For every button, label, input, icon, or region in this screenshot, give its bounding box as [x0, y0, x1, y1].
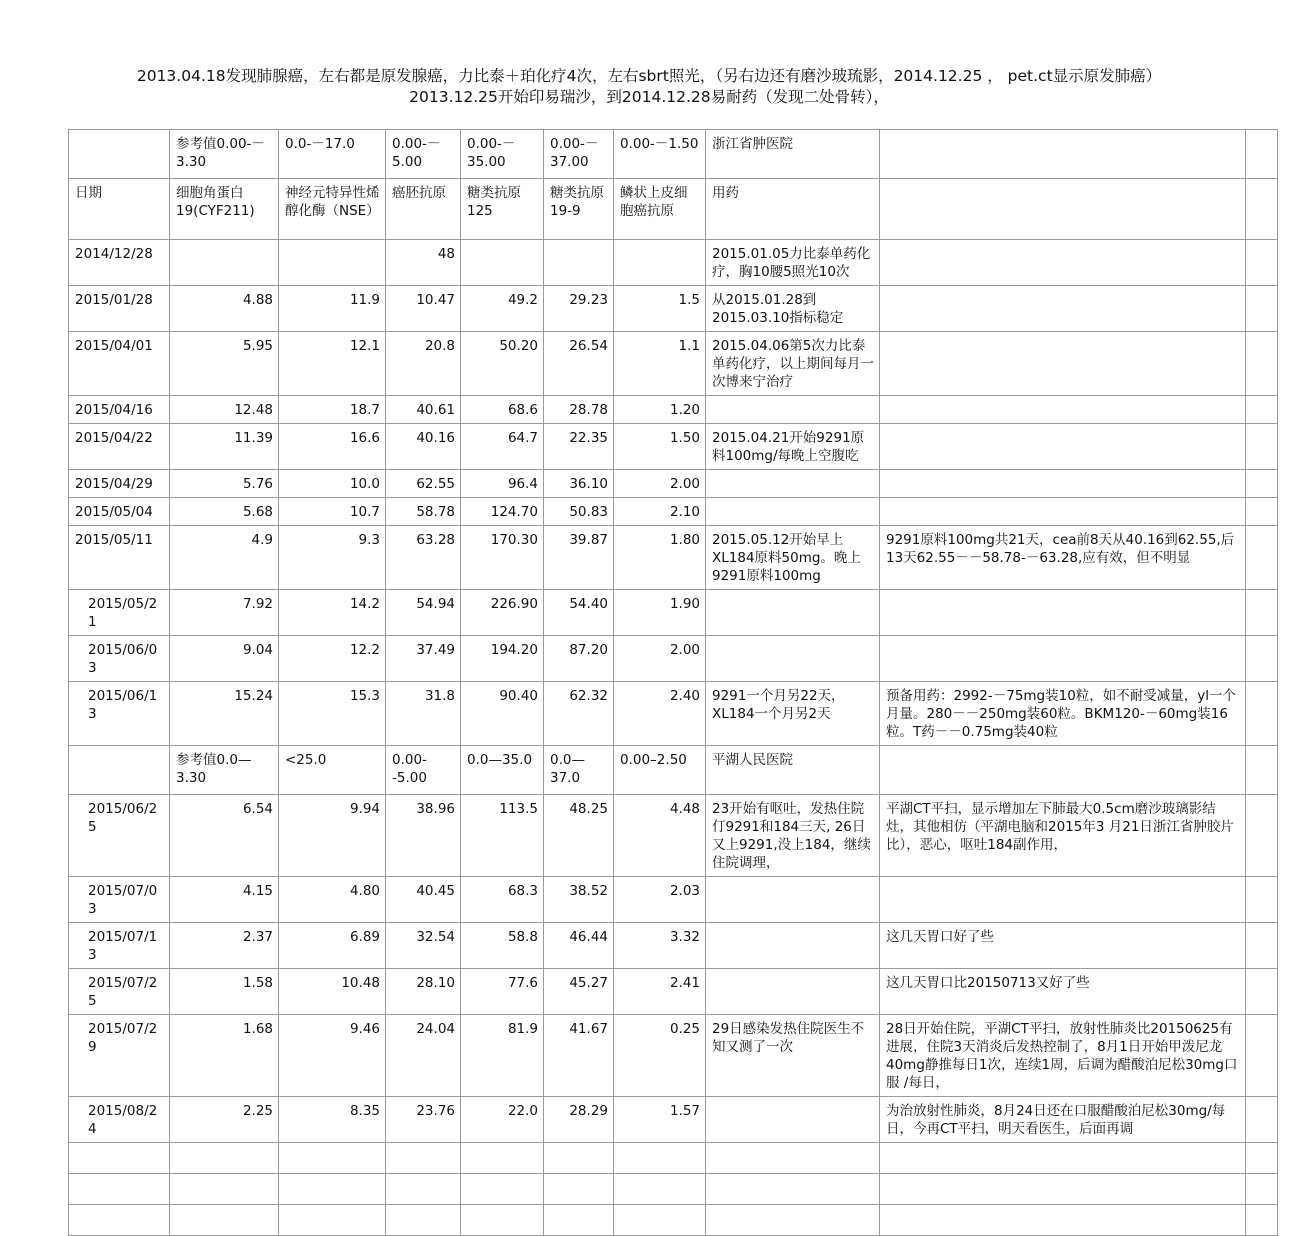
empty-cell — [170, 1143, 279, 1174]
cell-date — [69, 746, 170, 795]
cell-nse: 神经元特异性烯醇化酶（NSE） — [279, 179, 386, 240]
cell-nse: 16.6 — [279, 424, 386, 470]
empty-cell — [69, 1205, 170, 1236]
cell-scc: 1.80 — [614, 526, 706, 590]
cell-cea: 10.47 — [386, 286, 461, 332]
data-row — [69, 498, 1278, 526]
cell-date: 2015/05/11 — [69, 526, 170, 590]
cell-notes — [880, 286, 1246, 332]
cell-notes — [880, 590, 1246, 636]
empty-cell — [1246, 1143, 1278, 1174]
cell-ca125: 226.90 — [461, 590, 544, 636]
cell-medication: 2015.04.21开始9291原料100mg/每晚上空腹吃 — [706, 424, 880, 470]
cell-cea: 37.49 — [386, 636, 461, 682]
cell-date: 2015/06/03 — [69, 636, 170, 682]
cell-notes — [880, 396, 1246, 424]
cell-scc: 2.41 — [614, 969, 706, 1015]
cell-scc: 1.1 — [614, 332, 706, 396]
empty-cell — [170, 1174, 279, 1205]
cell-nse: 18.7 — [279, 396, 386, 424]
cell-extra — [1246, 286, 1278, 332]
cell-notes — [880, 470, 1246, 498]
cell-scc: 1.5 — [614, 286, 706, 332]
empty-cell — [614, 1174, 706, 1205]
cell-nse: 12.1 — [279, 332, 386, 396]
cell-ca199: 50.83 — [544, 498, 614, 526]
cell-cyfra211: 参考值0.0—3.30 — [170, 746, 279, 795]
cell-cyfra211: 12.48 — [170, 396, 279, 424]
cell-date: 2014/12/28 — [69, 240, 170, 286]
cell-cea: 癌胚抗原 — [386, 179, 461, 240]
cell-nse: 10.7 — [279, 498, 386, 526]
cell-extra — [1246, 636, 1278, 682]
cell-notes — [880, 332, 1246, 396]
cell-medication — [706, 636, 880, 682]
cell-ca125: 49.2 — [461, 286, 544, 332]
cell-cea: 23.76 — [386, 1097, 461, 1143]
cell-notes: 平湖CT平扫，显示增加左下肺最大0.5cm磨沙玻璃影结灶，其他相仿（平湖电脑和2015年3 月21日浙江省肿胶片比），恶心，呕吐184副作用， — [880, 795, 1246, 877]
cell-scc: 2.00 — [614, 636, 706, 682]
cell-scc: 1.50 — [614, 424, 706, 470]
cell-medication — [706, 396, 880, 424]
cell-cea: 58.78 — [386, 498, 461, 526]
cell-medication: 2015.01.05力比泰单药化疗，胸10腰5照光10次 — [706, 240, 880, 286]
cell-scc: 4.48 — [614, 795, 706, 877]
reference-row — [69, 130, 1278, 179]
cell-cyfra211: 6.54 — [170, 795, 279, 877]
empty-cell — [279, 1174, 386, 1205]
empty-cell — [880, 1174, 1246, 1205]
cell-ca125: 124.70 — [461, 498, 544, 526]
cell-cea: 20.8 — [386, 332, 461, 396]
cell-date: 2015/04/29 — [69, 470, 170, 498]
cell-scc — [614, 240, 706, 286]
empty-row — [69, 1174, 1278, 1205]
cell-ca199: 46.44 — [544, 923, 614, 969]
cell-nse: 10.0 — [279, 470, 386, 498]
cell-ca125: 64.7 — [461, 424, 544, 470]
cell-date: 2015/01/28 — [69, 286, 170, 332]
cell-ca199: 0.0—37.0 — [544, 746, 614, 795]
cell-cea: 63.28 — [386, 526, 461, 590]
cell-scc: 3.32 — [614, 923, 706, 969]
cell-ca125: 0.00-－35.00 — [461, 130, 544, 179]
cell-date: 2015/06/13 — [69, 682, 170, 746]
cell-notes: 这几天胃口好了些 — [880, 923, 1246, 969]
empty-cell — [461, 1205, 544, 1236]
cell-cea: 62.55 — [386, 470, 461, 498]
cell-scc: 2.00 — [614, 470, 706, 498]
data-row — [69, 424, 1278, 470]
cell-scc: 鳞状上皮细胞癌抗原 — [614, 179, 706, 240]
cell-notes: 预备用药：2992-－75mg装10粒，如不耐受减量，yl一个月量。280－－250mg装60粒。BKM120-－60mg装16粒。T药－－0.75mg装40粒 — [880, 682, 1246, 746]
data-row — [69, 1015, 1278, 1097]
empty-cell — [544, 1205, 614, 1236]
cell-medication: 浙江省肿医院 — [706, 130, 880, 179]
data-row — [69, 590, 1278, 636]
empty-row — [69, 1205, 1278, 1236]
cell-ca199: 36.10 — [544, 470, 614, 498]
cell-cea: 40.61 — [386, 396, 461, 424]
cell-nse: <25.0 — [279, 746, 386, 795]
cell-cea: 0.00--5.00 — [386, 746, 461, 795]
cell-medication: 23开始有呕吐，发热住院仃9291和184三天, 26日又上9291,没上184，继续住院调理， — [706, 795, 880, 877]
empty-cell — [69, 1174, 170, 1205]
cell-cea: 24.04 — [386, 1015, 461, 1097]
cell-medication: 平湖人民医院 — [706, 746, 880, 795]
cell-medication: 29日感染发热住院医生不知又测了一次 — [706, 1015, 880, 1097]
cell-ca199: 48.25 — [544, 795, 614, 877]
cell-medication — [706, 498, 880, 526]
cell-ca125: 68.3 — [461, 877, 544, 923]
cell-date: 2015/05/04 — [69, 498, 170, 526]
empty-cell — [614, 1205, 706, 1236]
cell-date: 2015/07/25 — [69, 969, 170, 1015]
data-row — [69, 1097, 1278, 1143]
empty-cell — [1246, 1205, 1278, 1236]
cell-notes — [880, 179, 1246, 240]
page-heading — [0, 66, 1298, 108]
cell-cea: 48 — [386, 240, 461, 286]
cell-extra — [1246, 332, 1278, 396]
cell-nse: 0.0-－17.0 — [279, 130, 386, 179]
cell-notes: 9291原料100mg共21天，cea前8天从40.16到62.55,后13天62.55－－58.78-－63.28,应有效，但不明显 — [880, 526, 1246, 590]
empty-cell — [1246, 1174, 1278, 1205]
cell-scc: 1.57 — [614, 1097, 706, 1143]
empty-cell — [386, 1205, 461, 1236]
empty-cell — [279, 1143, 386, 1174]
cell-ca125: 68.6 — [461, 396, 544, 424]
cell-nse: 9.94 — [279, 795, 386, 877]
empty-cell — [544, 1143, 614, 1174]
empty-cell — [880, 1143, 1246, 1174]
cell-cyfra211: 5.76 — [170, 470, 279, 498]
cell-nse: 4.80 — [279, 877, 386, 923]
cell-scc: 0.00-－1.50 — [614, 130, 706, 179]
cell-ca199: 54.40 — [544, 590, 614, 636]
cell-ca199: 87.20 — [544, 636, 614, 682]
cell-cyfra211: 4.9 — [170, 526, 279, 590]
cell-ca199: 29.23 — [544, 286, 614, 332]
cell-cyfra211: 1.68 — [170, 1015, 279, 1097]
cell-extra — [1246, 240, 1278, 286]
cell-extra — [1246, 969, 1278, 1015]
cell-extra — [1246, 590, 1278, 636]
cell-medication — [706, 1097, 880, 1143]
empty-cell — [170, 1205, 279, 1236]
cell-cyfra211: 9.04 — [170, 636, 279, 682]
cell-scc: 2.10 — [614, 498, 706, 526]
cell-cyfra211: 细胞角蛋白19(CYF211) — [170, 179, 279, 240]
cell-date: 2015/07/03 — [69, 877, 170, 923]
cell-extra — [1246, 130, 1278, 179]
cell-ca199: 45.27 — [544, 969, 614, 1015]
cell-ca199: 22.35 — [544, 424, 614, 470]
cell-extra — [1246, 396, 1278, 424]
empty-cell — [706, 1205, 880, 1236]
cell-ca125: 58.8 — [461, 923, 544, 969]
cell-extra — [1246, 179, 1278, 240]
cell-ca125: 90.40 — [461, 682, 544, 746]
cell-scc: 2.03 — [614, 877, 706, 923]
empty-cell — [461, 1143, 544, 1174]
cell-date: 2015/04/16 — [69, 396, 170, 424]
cell-notes — [880, 130, 1246, 179]
header-row — [69, 179, 1278, 240]
empty-cell — [386, 1174, 461, 1205]
data-row — [69, 470, 1278, 498]
cell-nse: 15.3 — [279, 682, 386, 746]
cell-cea: 31.8 — [386, 682, 461, 746]
cell-cea: 40.16 — [386, 424, 461, 470]
cell-extra — [1246, 1015, 1278, 1097]
cell-ca125: 96.4 — [461, 470, 544, 498]
cell-extra — [1246, 877, 1278, 923]
cell-date: 日期 — [69, 179, 170, 240]
cell-ca125: 77.6 — [461, 969, 544, 1015]
cell-date: 2015/04/01 — [69, 332, 170, 396]
cell-ca199: 26.54 — [544, 332, 614, 396]
cell-ca199: 62.32 — [544, 682, 614, 746]
cell-ca125: 170.30 — [461, 526, 544, 590]
cell-extra — [1246, 498, 1278, 526]
cell-ca199 — [544, 240, 614, 286]
cell-nse — [279, 240, 386, 286]
cell-scc: 0.25 — [614, 1015, 706, 1097]
cell-cea: 40.45 — [386, 877, 461, 923]
cell-notes — [880, 746, 1246, 795]
cell-date: 2015/04/22 — [69, 424, 170, 470]
cell-medication — [706, 923, 880, 969]
cell-notes — [880, 424, 1246, 470]
cell-cea: 38.96 — [386, 795, 461, 877]
cell-ca125: 81.9 — [461, 1015, 544, 1097]
cell-scc: 1.90 — [614, 590, 706, 636]
data-row — [69, 332, 1278, 396]
cell-medication — [706, 877, 880, 923]
empty-cell — [880, 1205, 1246, 1236]
data-row — [69, 923, 1278, 969]
cell-nse: 11.9 — [279, 286, 386, 332]
cell-extra — [1246, 526, 1278, 590]
empty-row — [69, 1143, 1278, 1174]
cell-ca199: 糖类抗原19-9 — [544, 179, 614, 240]
cell-extra — [1246, 424, 1278, 470]
cell-ca125 — [461, 240, 544, 286]
data-row — [69, 286, 1278, 332]
cell-cyfra211: 7.92 — [170, 590, 279, 636]
data-row — [69, 795, 1278, 877]
cell-extra — [1246, 746, 1278, 795]
data-row — [69, 636, 1278, 682]
cell-medication: 2015.05.12开始早上XL184原料50mg。晚上9291原料100mg — [706, 526, 880, 590]
cell-scc: 1.20 — [614, 396, 706, 424]
cell-ca125: 22.0 — [461, 1097, 544, 1143]
cell-date: 2015/05/21 — [69, 590, 170, 636]
cell-cyfra211: 15.24 — [170, 682, 279, 746]
cell-nse: 10.48 — [279, 969, 386, 1015]
data-row — [69, 969, 1278, 1015]
data-row — [69, 526, 1278, 590]
cell-ca125: 糖类抗原125 — [461, 179, 544, 240]
cell-cyfra211: 4.88 — [170, 286, 279, 332]
data-row — [69, 240, 1278, 286]
empty-cell — [614, 1143, 706, 1174]
cell-cyfra211: 5.68 — [170, 498, 279, 526]
cell-notes: 为治放射性肺炎，8月24日还在口服醋酸泊尼松30mg/每日，今再CT平扫，明天看医生，后面再调 — [880, 1097, 1246, 1143]
cell-extra — [1246, 470, 1278, 498]
cell-extra — [1246, 682, 1278, 746]
cell-cyfra211: 5.95 — [170, 332, 279, 396]
cell-medication — [706, 969, 880, 1015]
cell-medication — [706, 470, 880, 498]
cell-ca125: 194.20 — [461, 636, 544, 682]
cell-ca199: 41.67 — [544, 1015, 614, 1097]
cell-ca199: 39.87 — [544, 526, 614, 590]
cell-medication: 2015.04.06第5次力比泰单药化疗，以上期间每月一次博来宁治疗 — [706, 332, 880, 396]
cell-nse: 8.35 — [279, 1097, 386, 1143]
cell-cea: 54.94 — [386, 590, 461, 636]
cell-notes: 28日开始住院，平湖CT平扫，放射性肺炎比20150625有进展，住院3天消炎后发热控制了，8月1日开始甲泼尼龙40mg静推每日1次，连续1周，后调为醋酸泊尼松30mg口服 /每日， — [880, 1015, 1246, 1097]
cell-medication: 9291一个月另22天，XL184一个月另2天 — [706, 682, 880, 746]
cell-date: 2015/08/24 — [69, 1097, 170, 1143]
cell-scc: 0.00–2.50 — [614, 746, 706, 795]
cell-medication — [706, 590, 880, 636]
cell-cea: 28.10 — [386, 969, 461, 1015]
cell-date: 2015/06/25 — [69, 795, 170, 877]
cell-medication: 从2015.01.28到2015.03.10指标稳定 — [706, 286, 880, 332]
cell-ca199: 28.78 — [544, 396, 614, 424]
cell-cyfra211 — [170, 240, 279, 286]
cell-notes — [880, 498, 1246, 526]
cell-ca125: 113.5 — [461, 795, 544, 877]
empty-cell — [69, 1143, 170, 1174]
cell-notes: 这几天胃口比20150713又好了些 — [880, 969, 1246, 1015]
cell-notes — [880, 636, 1246, 682]
empty-cell — [386, 1143, 461, 1174]
cell-extra — [1246, 923, 1278, 969]
cell-date: 2015/07/29 — [69, 1015, 170, 1097]
empty-cell — [544, 1174, 614, 1205]
empty-cell — [461, 1174, 544, 1205]
cell-nse: 9.46 — [279, 1015, 386, 1097]
cell-cyfra211: 参考值0.00-－3.30 — [170, 130, 279, 179]
cell-scc: 2.40 — [614, 682, 706, 746]
cell-extra — [1246, 1097, 1278, 1143]
cell-cea: 32.54 — [386, 923, 461, 969]
cell-nse: 12.2 — [279, 636, 386, 682]
cell-ca125: 50.20 — [461, 332, 544, 396]
heading-line-1: 2013.04.18发现肺腺癌，左右都是原发腺癌，力比泰＋珀化疗4次，左右sbrt照光，（另右边还有磨沙玻琉影，2014.12.25 ， pet.ct显示原发肺癌） — [136, 67, 1162, 85]
cell-nse: 9.3 — [279, 526, 386, 590]
heading-line-2: 2013.12.25开始印易瑞沙，到2014.12.28易耐药（发现二处骨转）， — [409, 88, 889, 106]
cell-date: 2015/07/13 — [69, 923, 170, 969]
cell-nse: 6.89 — [279, 923, 386, 969]
reference-row — [69, 746, 1278, 795]
data-row — [69, 682, 1278, 746]
cell-nse: 14.2 — [279, 590, 386, 636]
cell-notes — [880, 240, 1246, 286]
empty-cell — [706, 1143, 880, 1174]
cell-medication: 用药 — [706, 179, 880, 240]
cell-ca199: 28.29 — [544, 1097, 614, 1143]
cell-ca199: 38.52 — [544, 877, 614, 923]
empty-cell — [706, 1174, 880, 1205]
cell-cyfra211: 4.15 — [170, 877, 279, 923]
cell-ca125: 0.0—35.0 — [461, 746, 544, 795]
cell-cyfra211: 11.39 — [170, 424, 279, 470]
tumor-marker-table — [68, 129, 1278, 1236]
cell-cyfra211: 2.25 — [170, 1097, 279, 1143]
cell-ca199: 0.00-－37.00 — [544, 130, 614, 179]
cell-notes — [880, 877, 1246, 923]
cell-date — [69, 130, 170, 179]
cell-cyfra211: 2.37 — [170, 923, 279, 969]
cell-cea: 0.00-－5.00 — [386, 130, 461, 179]
data-row — [69, 396, 1278, 424]
cell-cyfra211: 1.58 — [170, 969, 279, 1015]
data-row — [69, 877, 1278, 923]
cell-extra — [1246, 795, 1278, 877]
empty-cell — [279, 1205, 386, 1236]
